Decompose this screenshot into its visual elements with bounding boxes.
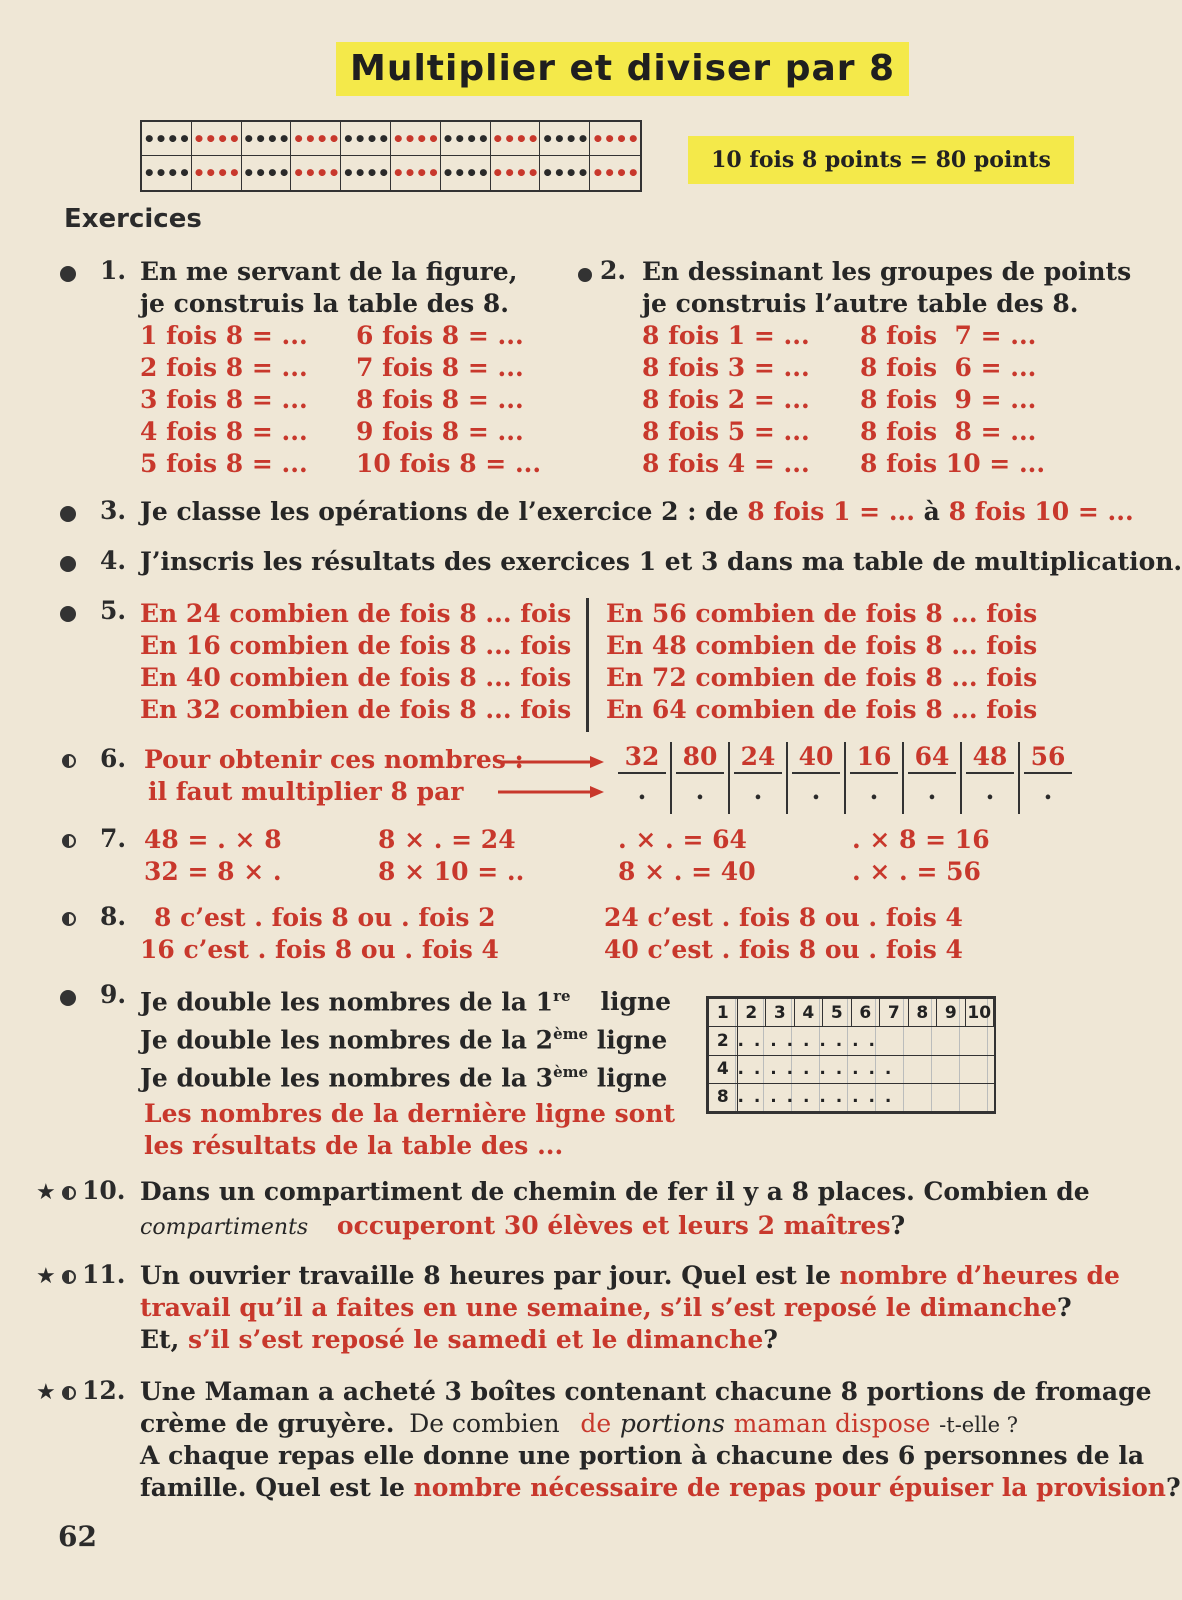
ex10-qmark: ?: [890, 1211, 906, 1240]
exercise-number: 7.: [100, 824, 127, 853]
ex10-red: occuperont 30 élèves et leurs 2 maîtres: [336, 1211, 891, 1240]
ex9-red1: Les nombres de la dernière ligne sont: [144, 1099, 676, 1128]
ex12-red: nombre nécessaire de repas pour épuiser la provision: [413, 1473, 1166, 1502]
star-icon: ★: [36, 1264, 56, 1289]
equation: 32 = 8 × .: [144, 857, 282, 886]
sentence: 40 c’est . fois 8 ou . fois 4: [604, 935, 963, 964]
half-circle-icon: [62, 834, 76, 848]
equation: 8 fois 8 = ...: [356, 385, 524, 414]
question: En 48 combien de fois 8 ... fois: [606, 631, 1038, 660]
grid-dots: . . . . . . . . . .: [737, 1055, 994, 1083]
ex2-line2: je construis l’autre table des 8.: [642, 289, 1079, 318]
grid-cell: 4: [709, 1055, 738, 1083]
grid-header-row: [709, 999, 994, 1027]
exercise-number: 2.: [600, 256, 627, 285]
target-number: 40: [792, 742, 840, 774]
equation: 8 × . = 40: [618, 857, 756, 886]
exercise-number: 6.: [100, 744, 127, 773]
ex2-left-col: [642, 320, 810, 480]
ordinal: re: [553, 987, 571, 1005]
ex2-right-col: [860, 320, 1045, 480]
ex11-red: travail qu’il a faites en une semaine, s’il s’est reposé le dimanche: [140, 1293, 1057, 1322]
question: En 32 combien de fois 8 ... fois: [140, 695, 572, 724]
ex11-qmark: ?: [1056, 1293, 1072, 1322]
answer-blank: .: [637, 776, 647, 805]
ex6-col: [614, 742, 672, 814]
exercise-number: 10.: [82, 1176, 126, 1205]
ex9-word: ligne: [596, 1025, 668, 1055]
ex1-line1: En me servant de la figure,: [140, 257, 518, 286]
exercise-number: 3.: [100, 496, 127, 525]
target-number: 56: [1024, 742, 1072, 774]
star-icon: ★: [36, 1180, 56, 1205]
question: En 40 combien de fois 8 ... fois: [140, 663, 572, 692]
half-circle-icon: [62, 1186, 76, 1200]
target-number: 16: [850, 742, 898, 774]
divider: [586, 598, 589, 732]
equation: 8 fois 4 = ...: [642, 449, 810, 478]
ex9-word: ligne: [596, 1063, 668, 1093]
equation: 7 fois 8 = ...: [356, 353, 524, 382]
ex6-col: [962, 742, 1020, 814]
dot-group: ••••: [491, 122, 541, 156]
ex12-qmark: ?: [1165, 1473, 1181, 1502]
dot-group: ••••: [391, 122, 441, 156]
ex9-line1: [140, 980, 671, 1018]
ex3-mid: à: [923, 497, 940, 526]
ex3-text: Je classe les opérations de l’exercice 2 : de: [140, 497, 739, 526]
section-heading: Exercices: [64, 204, 202, 234]
ordinal: ème: [553, 1063, 589, 1081]
grid-row: [709, 1027, 994, 1055]
ex2-line1: En dessinant les groupes de points: [642, 257, 1132, 286]
dot-group: ••••: [142, 122, 192, 156]
page-title: Multiplier et diviser par 8: [336, 42, 909, 96]
dot-group: ••••: [192, 122, 242, 156]
ex9-text: Je double les nombres de la 2: [140, 1025, 554, 1055]
ex6-line2: il faut multiplier 8 par: [148, 777, 464, 806]
ex1-left-col: [140, 320, 308, 480]
grid-cell: 9: [937, 999, 966, 1027]
dot-group: ••••: [142, 156, 192, 190]
bullet-icon: [60, 990, 76, 1006]
ex3-from: 8 fois 1 = ...: [747, 497, 915, 526]
grid-cell: 4: [794, 999, 823, 1027]
dot-group: ••••: [341, 156, 391, 190]
grid-cell: 5: [823, 999, 852, 1027]
equation: . × 8 = 16: [852, 825, 990, 854]
target-number: 64: [908, 742, 956, 774]
dot-group: ••••: [540, 122, 590, 156]
ex10-line2: [140, 1210, 905, 1244]
ex6-table: [614, 742, 1076, 814]
target-number: 32: [618, 742, 666, 774]
equation: 3 fois 8 = ...: [140, 385, 308, 414]
half-circle-icon: [62, 1386, 76, 1400]
ex9-red2: les résultats de la table des ...: [144, 1131, 564, 1160]
question: En 56 combien de fois 8 ... fois: [606, 599, 1038, 628]
equation: 8 fois 8 = ...: [860, 417, 1037, 446]
ex6-line1: Pour obtenir ces nombres :: [144, 745, 524, 774]
answer-blank: .: [695, 776, 705, 805]
ex6-col: [846, 742, 904, 814]
equation: 8 fois 7 = ...: [860, 321, 1037, 350]
equation: 8 × 10 = ..: [378, 857, 525, 886]
equation: 10 fois 8 = ...: [356, 449, 542, 478]
ex11-qmark: ?: [763, 1325, 778, 1354]
equation: 8 fois 2 = ...: [642, 385, 810, 414]
ex12-text: famille. Quel est le: [140, 1473, 405, 1502]
half-circle-icon: [62, 1270, 76, 1284]
target-number: 80: [676, 742, 724, 774]
answer-blank: .: [811, 776, 821, 805]
dot-figure: [140, 120, 642, 192]
grid-cell: 2: [737, 999, 766, 1027]
multiplication-grid: [706, 996, 996, 1114]
dot-group: ••••: [491, 156, 541, 190]
grid-cell: 10: [965, 999, 994, 1027]
ex7-col1: [144, 824, 282, 888]
bullet-icon: [60, 556, 76, 572]
grid-dots: . . . . . . . . .: [737, 1027, 994, 1055]
ex12-line3: A chaque repas elle donne une portion à chacune des 6 personnes de la: [140, 1441, 1145, 1470]
ex6-col: [788, 742, 846, 814]
grid-cell: 6: [851, 999, 880, 1027]
ex4-text: J’inscris les résultats des exercices 1 et 3 dans ma table de multiplication.: [140, 547, 1182, 576]
equation: 8 fois 10 = ...: [860, 449, 1046, 478]
sentence: 8 c’est . fois 8 ou . fois 2: [154, 903, 496, 932]
ex6-col: [730, 742, 788, 814]
answer-blank: .: [927, 776, 937, 805]
ex11-red: s’il s’est reposé le samedi et le dimanche: [188, 1325, 764, 1354]
bullet-icon: [60, 606, 76, 622]
ex9-text: Je double les nombres de la 3: [140, 1063, 554, 1093]
bullet-icon: [60, 506, 76, 522]
exercise-number: 5.: [100, 596, 127, 625]
ex8-left: [140, 902, 499, 966]
question: En 16 combien de fois 8 ... fois: [140, 631, 572, 660]
dot-group: ••••: [242, 156, 292, 190]
ex7-col2: [378, 824, 524, 888]
equation: 5 fois 8 = ...: [140, 449, 308, 478]
ex12-text: crème de gruyère.: [140, 1409, 395, 1438]
ex12-text: -t-elle ?: [939, 1413, 1019, 1437]
arrow-icon: [494, 752, 606, 802]
ex10-word: compartiments: [140, 1215, 309, 1240]
ex1-right-col: [356, 320, 541, 480]
equation: 8 fois 9 = ...: [860, 385, 1037, 414]
ex5-left-col: [140, 598, 571, 726]
ex7-col3: [618, 824, 756, 888]
ex1-line2: je construis la table des 8.: [140, 289, 509, 318]
exercise-number: 4.: [100, 546, 127, 575]
ex12-red: de: [580, 1409, 612, 1438]
figure-caption: 10 fois 8 points = 80 points: [688, 136, 1074, 184]
ex6-col: [1020, 742, 1076, 814]
ex11-text: Et,: [140, 1325, 180, 1354]
ex6-col: [672, 742, 730, 814]
equation: 2 fois 8 = ...: [140, 353, 308, 382]
exercise-number: 9.: [100, 980, 127, 1009]
question: En 24 combien de fois 8 ... fois: [140, 599, 572, 628]
dot-group: ••••: [391, 156, 441, 190]
dot-group: ••••: [591, 161, 639, 185]
ex10-line1: Dans un compartiment de chemin de fer il y a 8 places. Combien de: [140, 1177, 1090, 1206]
ex7-col4: [852, 824, 990, 888]
equation: 1 fois 8 = ...: [140, 321, 308, 350]
ex12-line1: Une Maman a acheté 3 boîtes contenant chacune 8 portions de fromage: [140, 1377, 1152, 1406]
equation: 8 fois 6 = ...: [860, 353, 1037, 382]
ex11-line3: [140, 1324, 778, 1356]
dot-group: ••••: [441, 122, 491, 156]
exercise-number: 1.: [100, 256, 127, 285]
bullet-icon: [60, 266, 76, 282]
ex6-col: [904, 742, 962, 814]
equation: 48 = . × 8: [144, 825, 282, 854]
equation: . × . = 56: [852, 857, 981, 886]
answer-blank: .: [753, 776, 763, 805]
grid-cell: 1: [709, 999, 738, 1027]
ex3-line: [140, 496, 1134, 528]
ex9-word: ligne: [600, 987, 672, 1017]
ex11-line2: [140, 1292, 1072, 1324]
answer-blank: .: [985, 776, 995, 805]
ex11-red: nombre d’heures de: [839, 1261, 1120, 1290]
grid-cell: 7: [880, 999, 909, 1027]
ex9-line2: [140, 1018, 667, 1056]
half-circle-icon: [62, 754, 76, 768]
dot-group: ••••: [341, 122, 391, 156]
dot-group: ••••: [540, 156, 590, 190]
grid-row: [709, 1055, 994, 1083]
dot-group: ••••: [590, 122, 640, 156]
grid-cell: 2: [709, 1027, 738, 1055]
target-number: 24: [734, 742, 782, 774]
question: En 72 combien de fois 8 ... fois: [606, 663, 1038, 692]
page-number: 62: [58, 1520, 97, 1553]
ex9-line3: [140, 1056, 667, 1094]
ex11-line1: [140, 1260, 1120, 1292]
bullet-icon: [578, 268, 592, 282]
ex12-line4: [140, 1472, 1181, 1504]
ex12-text: De combien: [409, 1409, 560, 1438]
dot-group: ••••: [441, 156, 491, 190]
sentence: 24 c’est . fois 8 ou . fois 4: [604, 903, 963, 932]
grid-cell: 8: [908, 999, 937, 1027]
half-circle-icon: [62, 912, 76, 926]
equation: 9 fois 8 = ...: [356, 417, 524, 446]
equation: 8 × . = 24: [378, 825, 516, 854]
dot-group: ••••: [242, 122, 292, 156]
ordinal: ème: [553, 1025, 589, 1043]
equation: 8 fois 3 = ...: [642, 353, 810, 382]
sentence: 16 c’est . fois 8 ou . fois 4: [140, 935, 499, 964]
target-number: 48: [966, 742, 1014, 774]
ex9-text: Je double les nombres de la 1: [140, 987, 554, 1017]
equation: 6 fois 8 = ...: [356, 321, 524, 350]
equation: 8 fois 5 = ...: [642, 417, 810, 446]
equation: 8 fois 1 = ...: [642, 321, 810, 350]
grid-cell: 8: [709, 1083, 738, 1111]
exercise-number: 12.: [82, 1376, 126, 1405]
question: En 64 combien de fois 8 ... fois: [606, 695, 1038, 724]
grid-cell: 3: [766, 999, 795, 1027]
star-icon: ★: [36, 1380, 56, 1405]
dot-group: ••••: [192, 156, 242, 190]
exercise-number: 8.: [100, 902, 127, 931]
ex5-right-col: [606, 598, 1037, 726]
ex12-red: maman dispose: [733, 1409, 931, 1438]
grid-dots: . . . . . . . . . .: [737, 1083, 994, 1111]
dot-group: ••••: [291, 122, 341, 156]
ex8-right: [604, 902, 963, 966]
grid-row: [709, 1083, 994, 1111]
ex11-text: Un ouvrier travaille 8 heures par jour. Quel est le: [140, 1261, 831, 1290]
exercise-number: 11.: [82, 1260, 126, 1289]
equation: . × . = 64: [618, 825, 747, 854]
answer-blank: .: [869, 776, 879, 805]
ex3-to: 8 fois 10 = ...: [948, 497, 1134, 526]
ex12-italic: portions: [619, 1409, 725, 1438]
answer-blank: .: [1043, 776, 1053, 805]
dot-group: ••••: [291, 156, 341, 190]
ex12-line2: [140, 1408, 1018, 1441]
equation: 4 fois 8 = ...: [140, 417, 308, 446]
